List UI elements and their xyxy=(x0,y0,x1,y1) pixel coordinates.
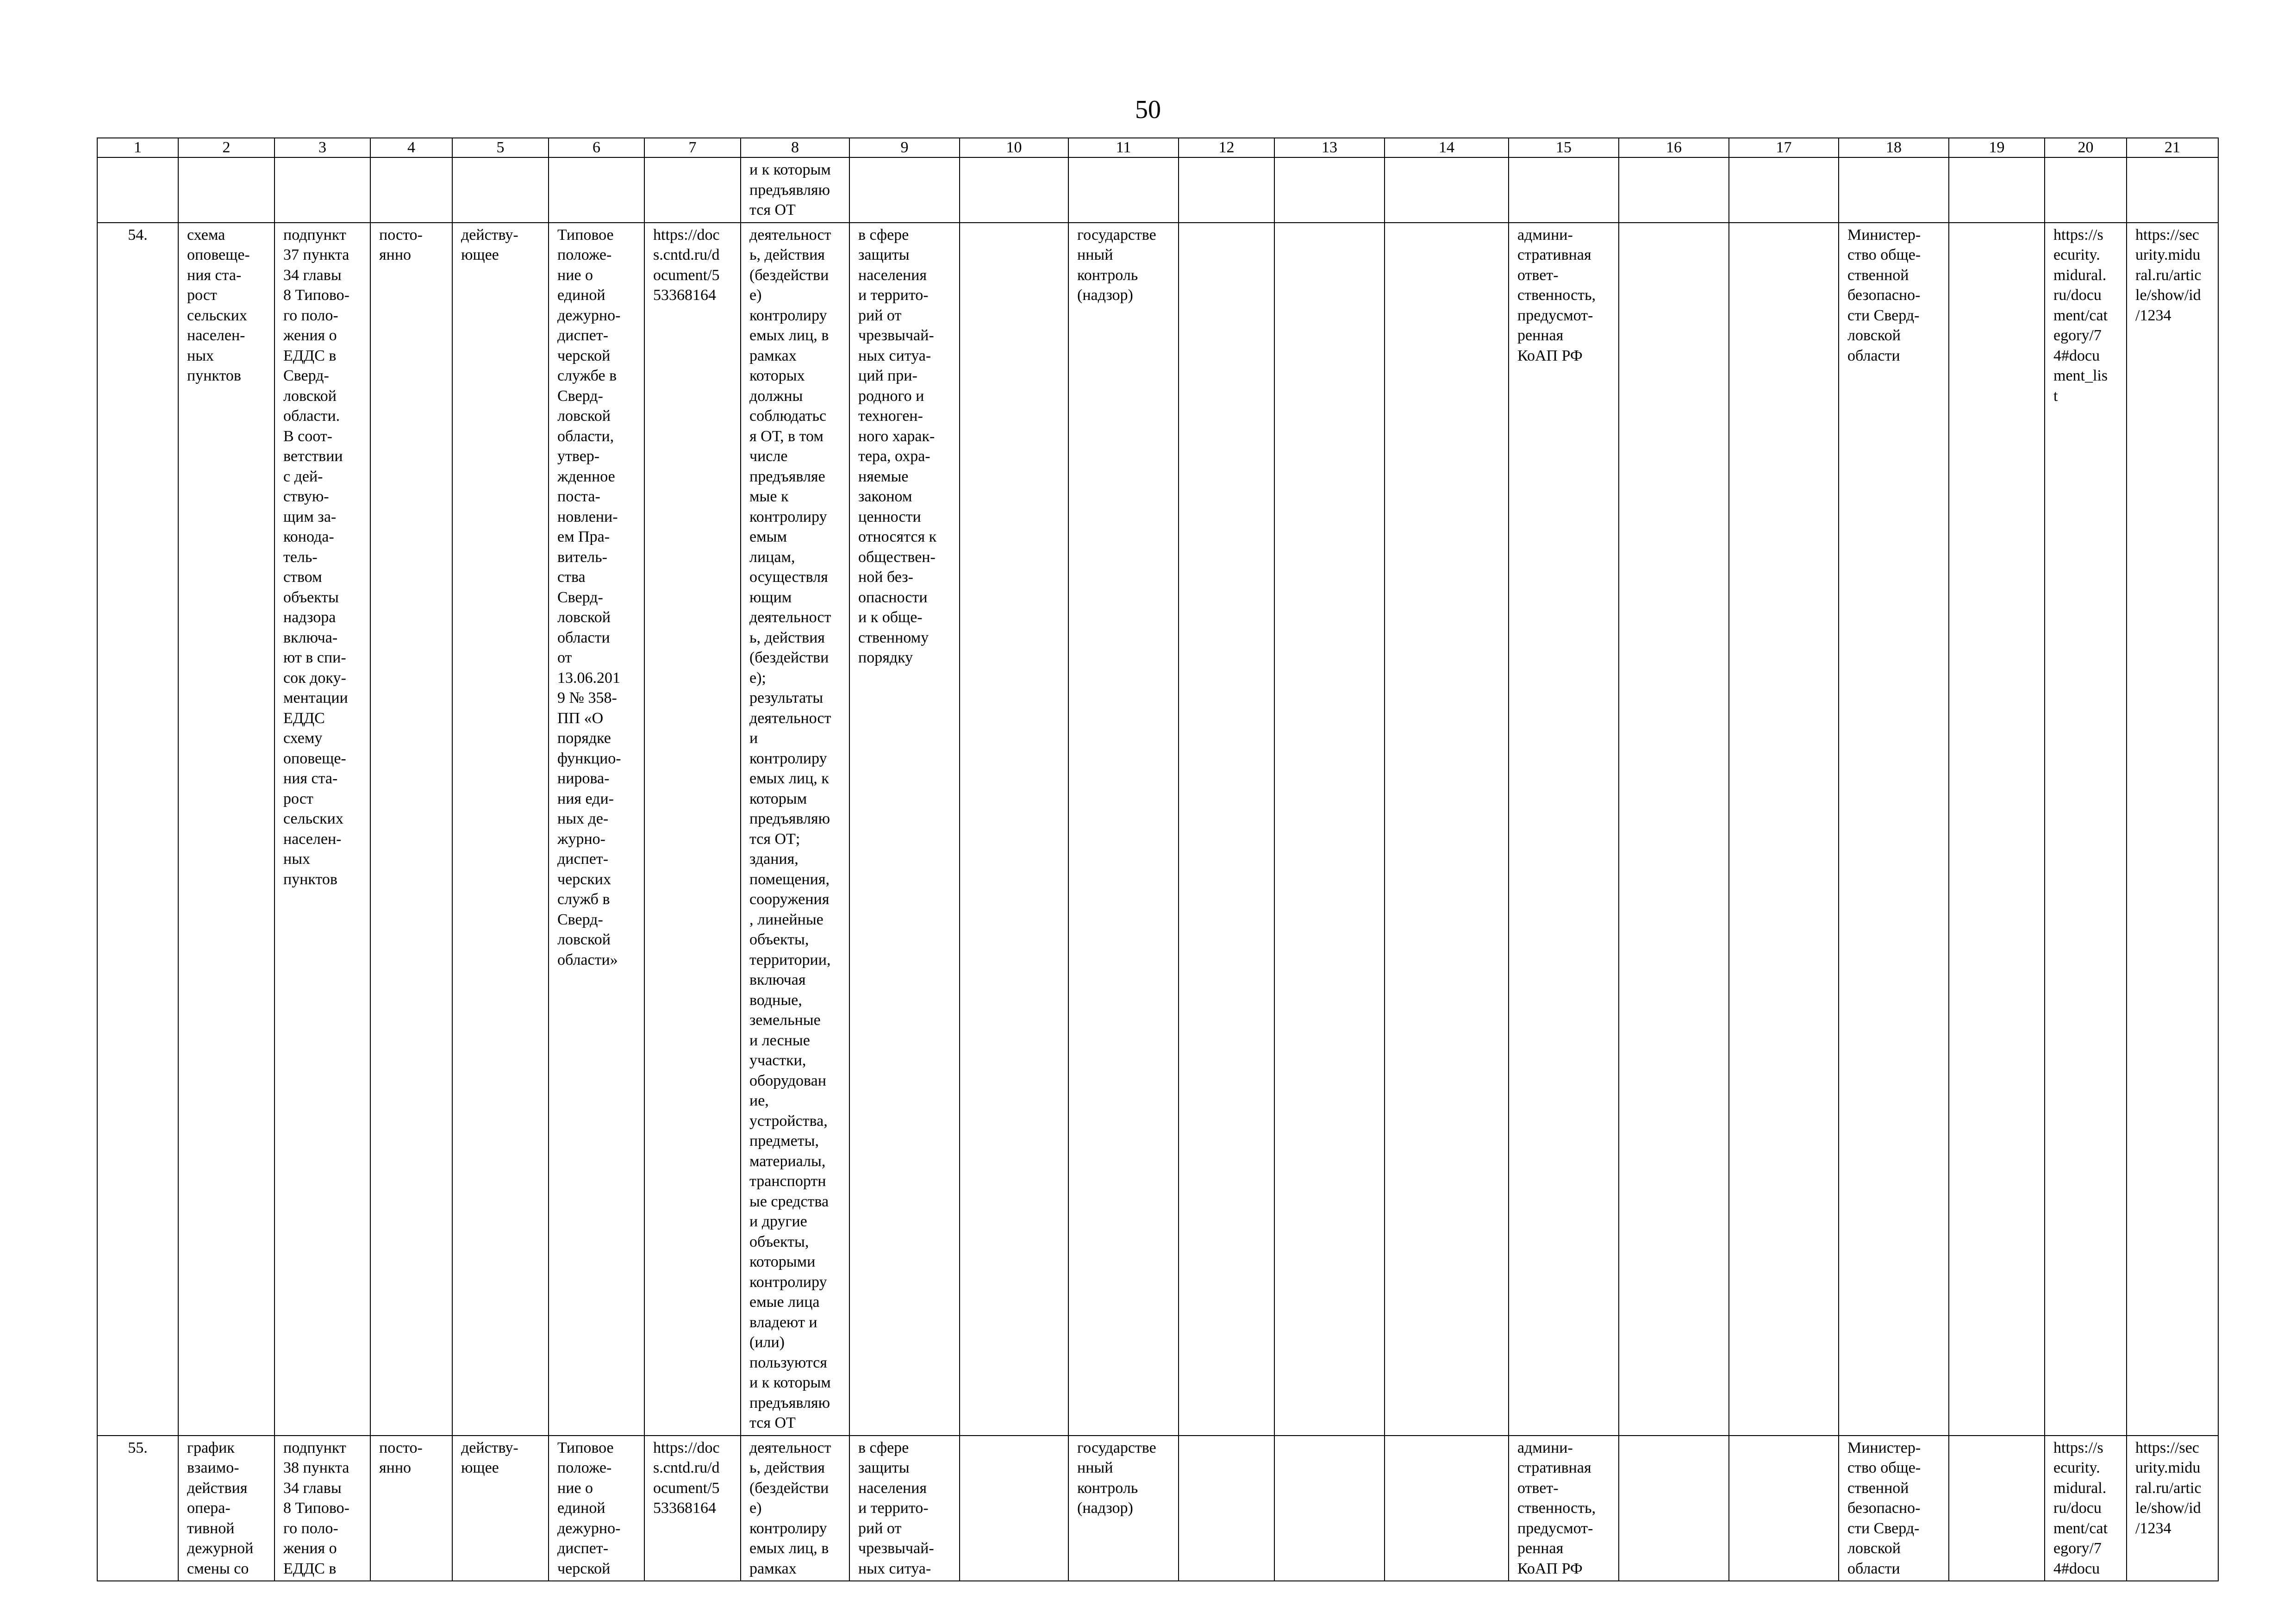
page-number: 50 xyxy=(1135,95,1161,124)
table-cell: государстве нный контроль (надзор) xyxy=(1068,223,1179,1436)
table-cell xyxy=(2127,157,2218,223)
column-header: 1 xyxy=(97,138,178,157)
column-header: 2 xyxy=(178,138,275,157)
table-cell xyxy=(960,157,1068,223)
table-cell xyxy=(2045,157,2127,223)
column-header: 16 xyxy=(1619,138,1729,157)
table-cell xyxy=(1949,157,2045,223)
column-header: 17 xyxy=(1729,138,1839,157)
table-cell xyxy=(1274,157,1385,223)
table-cell: посто- янно xyxy=(370,1436,452,1581)
table-cell xyxy=(1179,157,1274,223)
table-cell: государстве нный контроль (надзор) xyxy=(1068,1436,1179,1581)
table-cell: схема оповеще- ния ста- рост сельских населен- ных пунктов xyxy=(178,223,275,1436)
table-cell: действу- ющее xyxy=(452,1436,549,1581)
table-cell xyxy=(97,157,178,223)
table-cell: Министер- ство обще- ственной безопасно- сти Сверд- ловской области xyxy=(1839,223,1949,1436)
table-cell: действу- ющее xyxy=(452,223,549,1436)
table-cell: https://sec urity.midu ral.ru/artic le/show/id /1234 xyxy=(2127,223,2218,1436)
column-header: 7 xyxy=(644,138,741,157)
table-cell xyxy=(549,157,644,223)
table-cell: в сфере защиты населения и террито- рий от чрезвычай- ных ситуа- xyxy=(849,1436,960,1581)
table-cell xyxy=(1385,223,1509,1436)
table-cell: админи- стративная ответ- ственность, предусмот- ренная КоАП РФ xyxy=(1509,1436,1619,1581)
table-row xyxy=(97,1436,2218,1581)
table-cell xyxy=(1729,1436,1839,1581)
table-cell: и к которым предъявляю тся ОТ xyxy=(741,157,849,223)
table-cell xyxy=(1274,223,1385,1436)
table-cell: деятельност ь, действия (бездействи е) контролиру емых лиц, в рамках xyxy=(741,1436,849,1581)
table-cell xyxy=(1619,1436,1729,1581)
table-cell xyxy=(1179,1436,1274,1581)
column-header: 9 xyxy=(849,138,960,157)
table-cell: https://s ecurity. midural. ru/docu ment/cat egory/7 4#docu xyxy=(2045,1436,2127,1581)
column-header: 12 xyxy=(1179,138,1274,157)
table-cell: админи- стративная ответ- ственность, предусмот- ренная КоАП РФ xyxy=(1509,223,1619,1436)
table-row xyxy=(97,223,2218,1436)
table-cell xyxy=(370,157,452,223)
table-cell xyxy=(644,157,741,223)
column-header: 4 xyxy=(370,138,452,157)
table-cell: в сфере защиты населения и террито- рий от чрезвычай- ных ситуа- ций при- родного и техноген- ного харак- тера, охра- няемые законом ценности относятся к обществен- ной без- опасности и к обще- ственному порядку xyxy=(849,223,960,1436)
register-table xyxy=(97,137,2219,1581)
table-cell xyxy=(1729,157,1839,223)
column-header: 5 xyxy=(452,138,549,157)
table-cell xyxy=(1385,157,1509,223)
table-cell xyxy=(960,223,1068,1436)
row-number: 55. xyxy=(97,1436,178,1581)
column-header: 10 xyxy=(960,138,1068,157)
table-cell xyxy=(1839,157,1949,223)
column-header: 13 xyxy=(1274,138,1385,157)
column-header: 8 xyxy=(741,138,849,157)
table-cell xyxy=(275,157,370,223)
table-cell: график взаимо- действия опера- тивной дежурной смены со xyxy=(178,1436,275,1581)
table-cell: https://s ecurity. midural. ru/docu ment/cat egory/7 4#docu ment_lis t xyxy=(2045,223,2127,1436)
table-cell: https://doc s.cntd.ru/d ocument/5 53368164 xyxy=(644,1436,741,1581)
column-number-row xyxy=(97,138,2218,157)
table-cell xyxy=(849,157,960,223)
table-cell xyxy=(452,157,549,223)
table-cell: https://doc s.cntd.ru/d ocument/5 53368164 xyxy=(644,223,741,1436)
table-cell xyxy=(1729,223,1839,1436)
table-cell: посто- янно xyxy=(370,223,452,1436)
column-header: 14 xyxy=(1385,138,1509,157)
column-header: 21 xyxy=(2127,138,2218,157)
table-row xyxy=(97,157,2218,223)
column-header: 6 xyxy=(549,138,644,157)
table-cell: деятельност ь, действия (бездействи е) контролиру емых лиц, в рамках которых должны соблюдатьс я ОТ, в том числе предъявляе мые к контролиру емым лицам, осуществля ющим деятельност ь, действия (бездействи е); результаты деятельност и контролиру емых лиц, к которым предъявляю тся ОТ; здания, помещения, сооружения , линейные объекты, территории, включая водные, земельные и лесные участки, оборудован ие, устройства, предметы, материалы, транспортн ые средства и другие объекты, которыми контролиру емые лица владеют и (или) пользуются и к которым предъявляю тся ОТ xyxy=(741,223,849,1436)
table-cell xyxy=(1949,1436,2045,1581)
table-cell xyxy=(1274,1436,1385,1581)
column-header: 19 xyxy=(1949,138,2045,157)
table-cell: подпункт 37 пункта 34 главы 8 Типово- го поло- жения о ЕДДС в Сверд- ловской области. В соот- ветствии с дей- ствую- щим за- конода- тель- ством объекты надзора включа- ют в спи- сок доку- ментации ЕДДС схему оповеще- ния ста- рост сельских населен- ных пунктов xyxy=(275,223,370,1436)
table-cell xyxy=(1509,157,1619,223)
table-cell xyxy=(178,157,275,223)
table-cell xyxy=(960,1436,1068,1581)
table-cell: Типовое положе- ние о единой дежурно- диспет- черской xyxy=(549,1436,644,1581)
table-cell xyxy=(1179,223,1274,1436)
table-cell: Министер- ство обще- ственной безопасно- сти Сверд- ловской области xyxy=(1839,1436,1949,1581)
table-cell: https://sec urity.midu ral.ru/artic le/show/id /1234 xyxy=(2127,1436,2218,1581)
column-header: 11 xyxy=(1068,138,1179,157)
column-header: 20 xyxy=(2045,138,2127,157)
column-header: 18 xyxy=(1839,138,1949,157)
table-cell: Типовое положе- ние о единой дежурно- диспет- черской службе в Сверд- ловской области, утвер- жденное поста- новлени- ем Пра- витель- ства Сверд- ловской области от 13.06.201 9 № 358- ПП «О порядке функцио- нирова- ния еди- ных де- журно- диспет- черских служб в Сверд- ловской области» xyxy=(549,223,644,1436)
table-cell xyxy=(1619,223,1729,1436)
row-number: 54. xyxy=(97,223,178,1436)
table-cell xyxy=(1068,157,1179,223)
table-cell xyxy=(1385,1436,1509,1581)
table-cell xyxy=(1619,157,1729,223)
column-header: 3 xyxy=(275,138,370,157)
table-cell xyxy=(1949,223,2045,1436)
table-cell: подпункт 38 пункта 34 главы 8 Типово- го поло- жения о ЕДДС в xyxy=(275,1436,370,1581)
column-header: 15 xyxy=(1509,138,1619,157)
